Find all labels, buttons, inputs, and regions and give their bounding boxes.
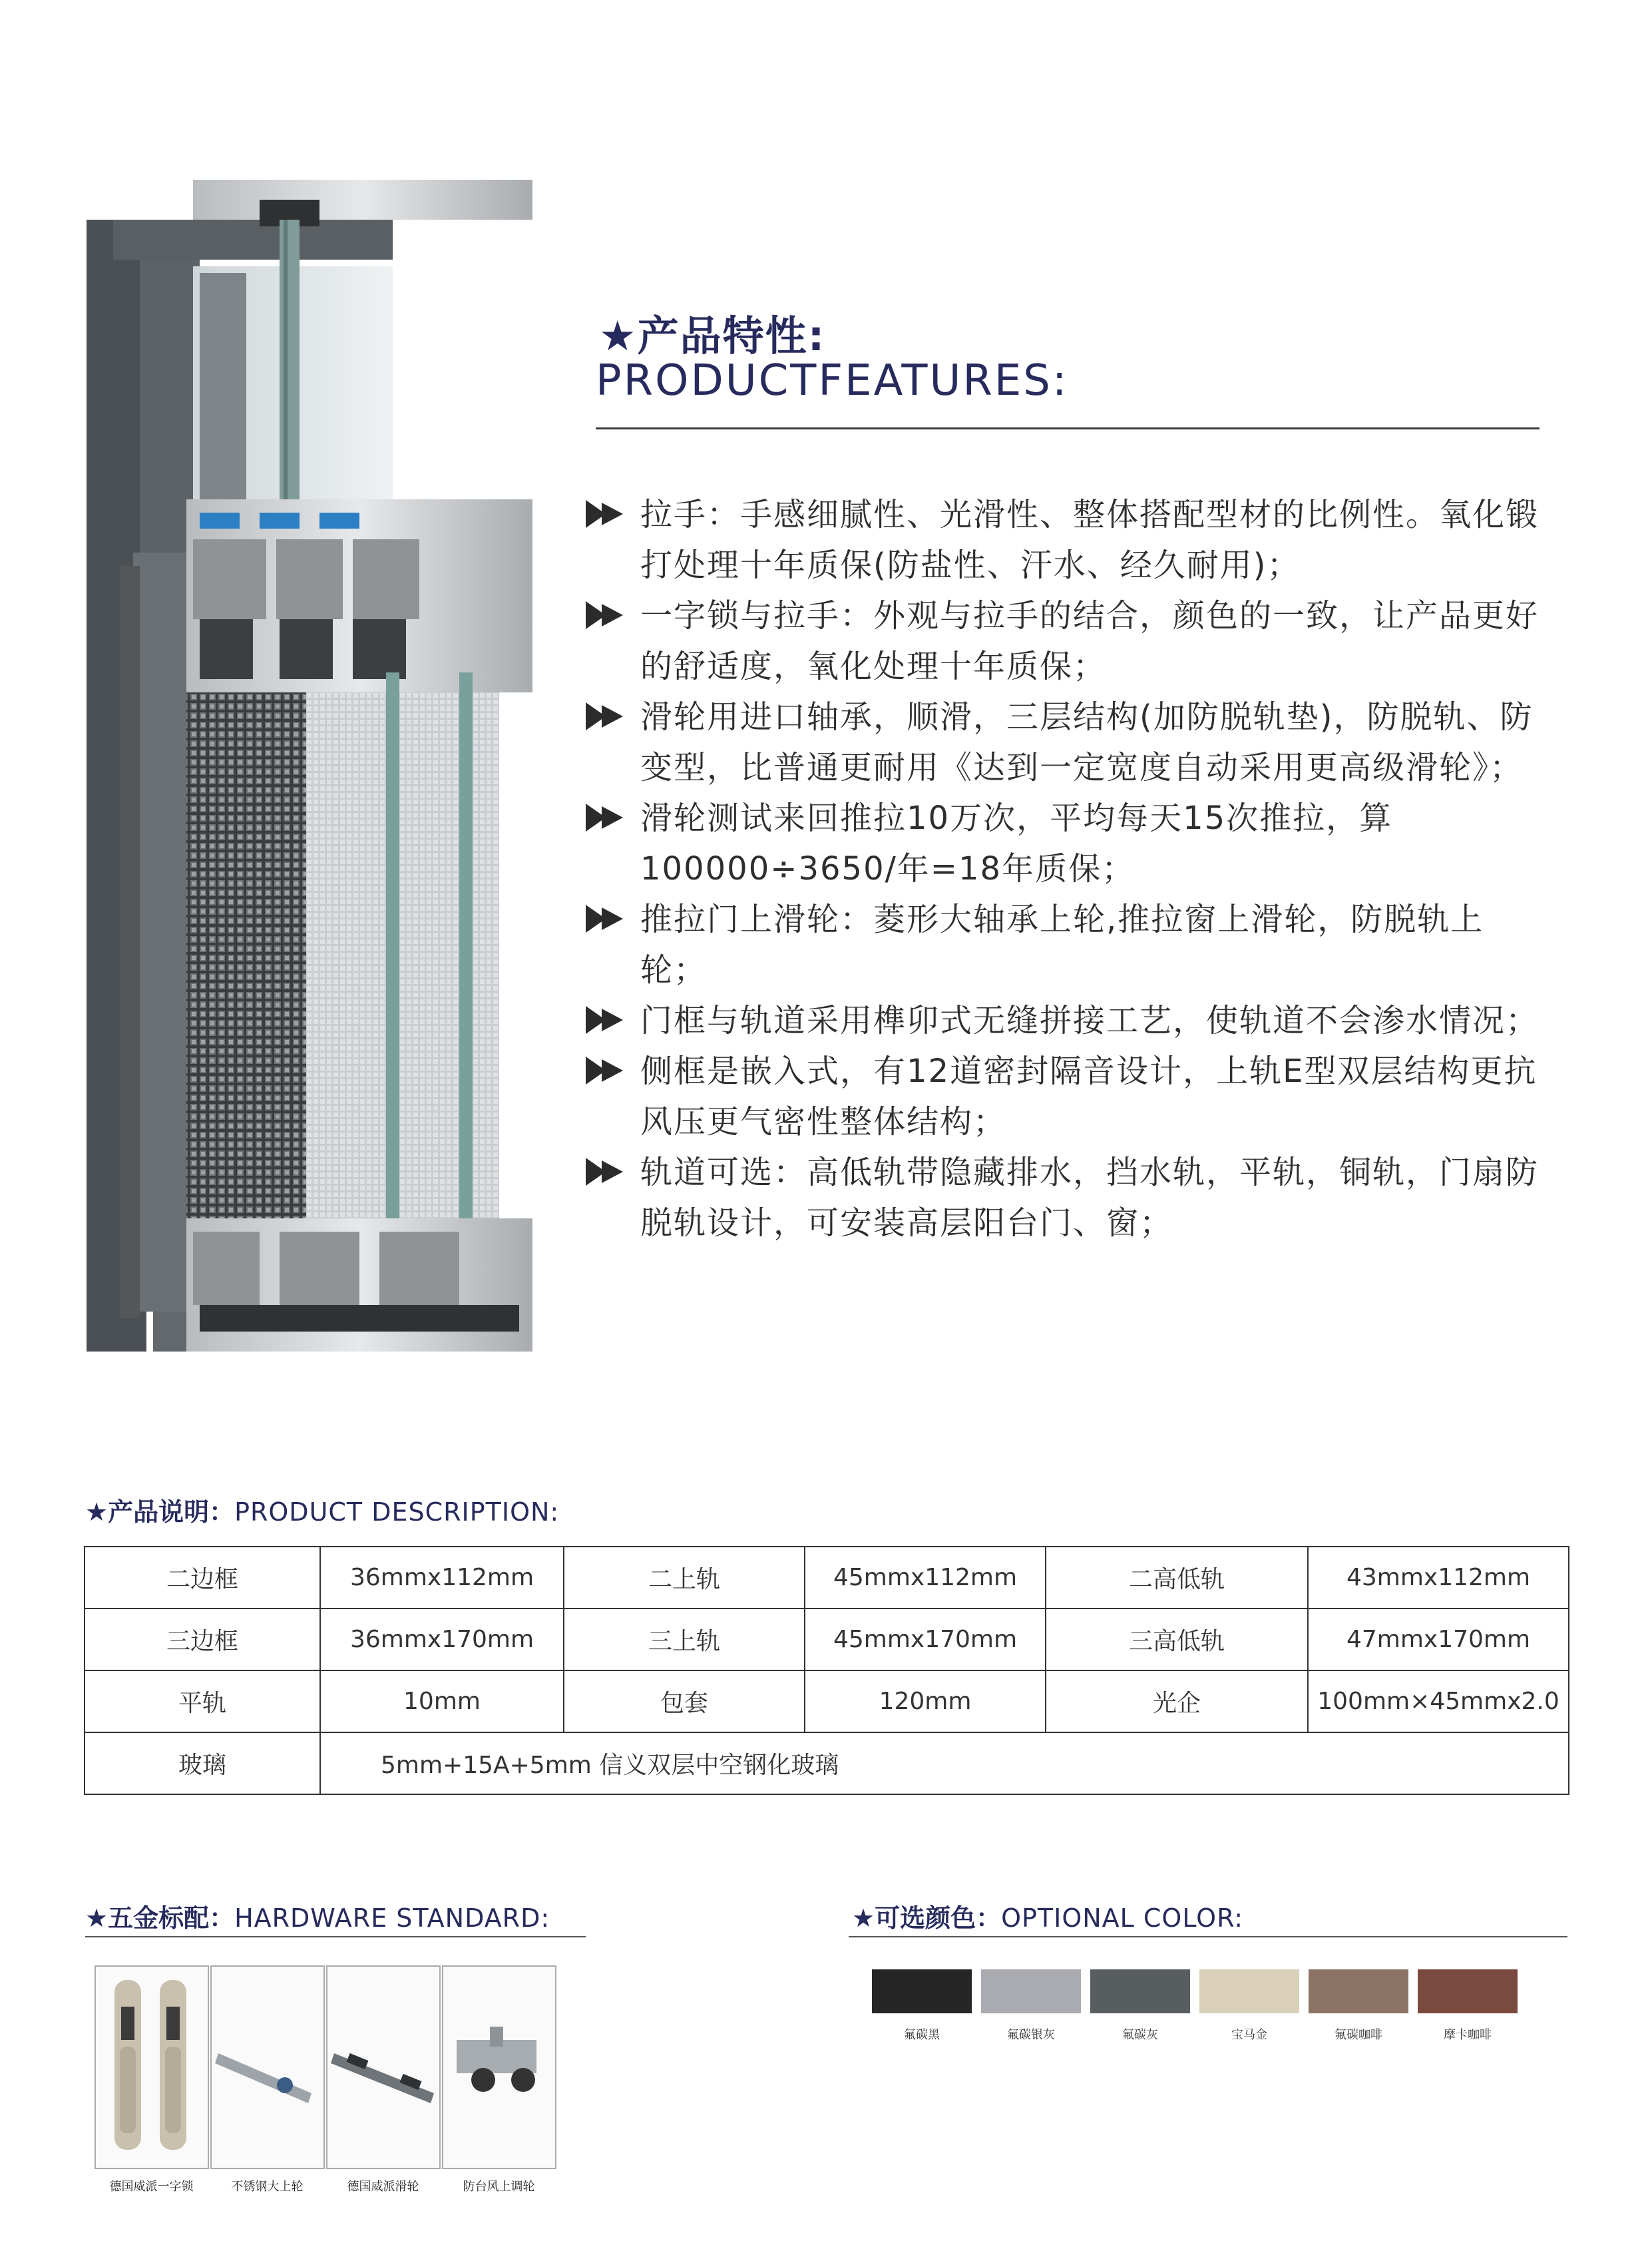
hardware-image-typhoon-wheel xyxy=(442,1965,556,2169)
feature-item xyxy=(586,995,1544,1046)
table-cell: 100mm×45mmx2.0 xyxy=(1308,1670,1569,1732)
feature-item xyxy=(586,1147,1544,1248)
color-swatch-label: 氟碳灰 xyxy=(1122,2028,1158,2042)
table-row xyxy=(85,1732,1569,1794)
feature-item xyxy=(586,489,1544,591)
description-title-en: PRODUCT DESCRIPTION: xyxy=(234,1497,560,1527)
color-swatch-label: 氟碳黑 xyxy=(904,2028,940,2042)
roller-icon xyxy=(327,1967,439,2168)
table-cell: 36mmx170mm xyxy=(320,1609,564,1670)
hardware-image-roller xyxy=(326,1965,441,2169)
hardware-title-cn: ★五金标配： xyxy=(85,1903,235,1933)
table-cell: 36mmx112mm xyxy=(320,1547,564,1609)
table-cell: 光企 xyxy=(1046,1670,1308,1732)
double-arrow-icon xyxy=(586,601,627,629)
hardware-divider xyxy=(85,1936,586,1937)
feature-item xyxy=(586,591,1544,692)
color-swatch xyxy=(981,1969,1081,2013)
feature-text: 拉手：手感细腻性、光滑性、整体搭配型材的比例性。氧化锻打处理十年质保(防盐性、汗水、经久耐用)； xyxy=(640,496,1540,584)
table-cell: 10mm xyxy=(320,1670,564,1732)
double-arrow-icon xyxy=(586,1006,627,1034)
table-cell: 47mmx170mm xyxy=(1308,1609,1569,1670)
table-cell: 三上轨 xyxy=(564,1609,805,1670)
double-arrow-icon xyxy=(586,702,627,730)
features-divider xyxy=(596,427,1540,429)
features-list xyxy=(586,489,1544,1248)
color-divider xyxy=(849,1936,1567,1937)
double-arrow-icon xyxy=(586,1158,627,1186)
table-cell: 包套 xyxy=(564,1670,805,1732)
table-row xyxy=(85,1609,1569,1670)
feature-text: 滑轮用进口轴承，顺滑，三层结构(加防脱轨垫)，防脱轨、防变型，比普通更耐用《达到一定宽度自动采用更高级滑轮》； xyxy=(640,698,1534,786)
color-title-cn: ★可选颜色： xyxy=(852,1903,1002,1933)
table-row xyxy=(85,1670,1569,1732)
double-arrow-icon xyxy=(586,804,627,832)
table-cell: 45mmx170mm xyxy=(805,1609,1046,1670)
table-cell: 二上轨 xyxy=(564,1547,805,1609)
features-title-en: PRODUCTFEATURES: xyxy=(596,356,1069,405)
feature-item xyxy=(586,1046,1544,1147)
features-title: ★产品特性: xyxy=(599,312,826,360)
feature-text: 轨道可选：高低轨带隐藏排水，挡水轨，平轨，铜轨，门扇防脱轨设计，可安装高层阳台门、窗； xyxy=(640,1154,1540,1242)
color-title xyxy=(852,1897,1243,1934)
color-swatch-label: 氟碳银灰 xyxy=(1007,2028,1055,2042)
hardware-label: 防台风上调轮 xyxy=(463,2180,535,2194)
hardware-title xyxy=(85,1897,550,1934)
lock-handle-icon xyxy=(96,1967,208,2168)
table-cell: 三边框 xyxy=(85,1609,320,1670)
color-swatch-label: 摩卡咖啡 xyxy=(1444,2028,1492,2042)
hardware-image-lock xyxy=(95,1965,209,2169)
table-cell: 43mmx112mm xyxy=(1308,1547,1569,1609)
color-swatch-label: 宝马金 xyxy=(1231,2028,1267,2042)
double-arrow-icon xyxy=(586,500,627,528)
table-cell: 二边框 xyxy=(85,1547,320,1609)
hardware-label: 不锈钢大上轮 xyxy=(231,2180,304,2194)
hardware-title-en: HARDWARE STANDARD: xyxy=(234,1903,550,1933)
feature-item xyxy=(586,894,1544,995)
table-cell: 三高低轨 xyxy=(1046,1609,1308,1670)
feature-item xyxy=(586,793,1544,894)
table-cell: 二高低轨 xyxy=(1046,1547,1308,1609)
table-row xyxy=(85,1547,1569,1609)
double-arrow-icon xyxy=(586,1057,627,1085)
spec-table xyxy=(84,1546,1569,1795)
feature-item xyxy=(586,692,1544,793)
top-wheel-icon xyxy=(212,1967,323,2168)
description-title xyxy=(85,1491,559,1528)
color-title-en: OPTIONAL COLOR: xyxy=(1001,1903,1244,1933)
description-title-cn: ★产品说明： xyxy=(85,1497,235,1527)
table-cell: 45mmx112mm xyxy=(805,1547,1046,1609)
hardware-label: 德国威派一字锁 xyxy=(109,2180,194,2194)
table-cell: 120mm xyxy=(805,1670,1046,1732)
feature-text: 门框与轨道采用榫卯式无缝拼接工艺，使轨道不会渗水情况； xyxy=(640,1002,1540,1039)
color-swatch xyxy=(1199,1969,1299,2013)
table-cell: 平轨 xyxy=(85,1670,320,1732)
feature-text: 一字锁与拉手：外观与拉手的结合，颜色的一致，让产品更好的舒适度，氧化处理十年质保； xyxy=(640,597,1540,685)
hardware-image-top-wheel xyxy=(210,1965,325,2169)
color-swatch xyxy=(872,1969,972,2013)
feature-text: 滑轮测试来回推拉10万次，平均每天15次推拉，算100000÷3650/年=18年质保； xyxy=(640,800,1393,887)
typhoon-wheel-icon xyxy=(443,1967,555,2168)
color-swatch xyxy=(1418,1969,1518,2013)
table-cell: 5mm+15A+5mm 信义双层中空钢化玻璃 xyxy=(320,1732,1569,1794)
hardware-label: 德国威派滑轮 xyxy=(347,2180,419,2194)
feature-text: 侧框是嵌入式，有12道密封隔音设计，上轨E型双层结构更抗风压更气密性整体结构； xyxy=(640,1053,1538,1140)
feature-text: 推拉门上滑轮：菱形大轴承上轮,推拉窗上滑轮，防脱轨上轮； xyxy=(640,901,1484,989)
color-swatch xyxy=(1309,1969,1408,2013)
double-arrow-icon xyxy=(586,905,627,933)
color-swatch-label: 氟碳咖啡 xyxy=(1335,2028,1382,2042)
product-cutaway-image xyxy=(87,180,532,1352)
color-swatch xyxy=(1090,1969,1190,2013)
table-cell: 玻璃 xyxy=(85,1732,320,1794)
